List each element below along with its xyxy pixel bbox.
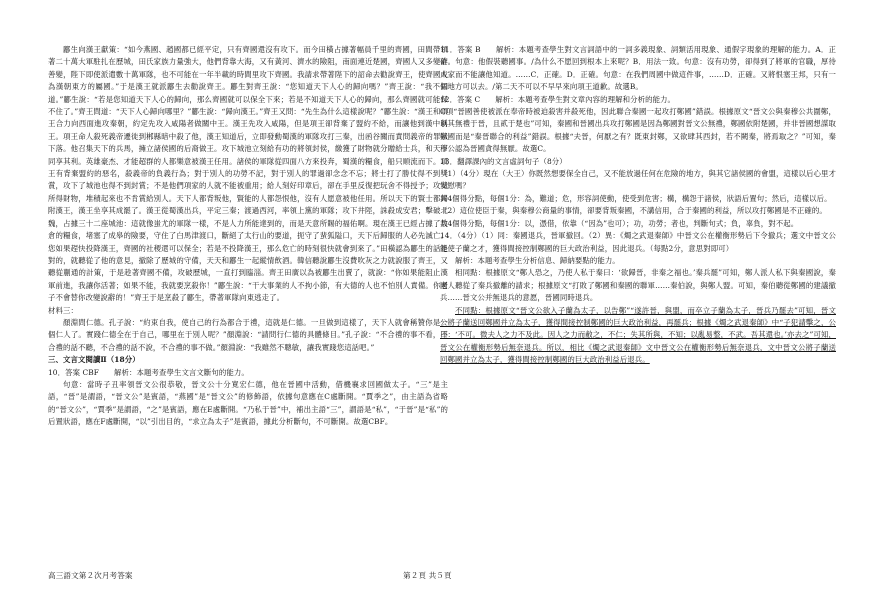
question-14-answer: 14．（4分）（1）同：秦國退兵，晉軍撤回。（2）異：《燭之武退秦師》中晉文公在權衡形勢后下令撤兵；選文中晉文公能使子蘭之才，獲得間接控制鄭國的巨大政治利益，因此退兵。（每點2分，意思對即可）: [440, 231, 836, 253]
translation-paragraph: 酈生向漢王獻策：“如今燕國、趙國都已經平定，只有齊國還沒有攻下。而今田橫占據著幅員千里的齊國，田間帶領著二十萬大軍駐扎在歷城，田氏家族力量強大，他們背靠大海，又有黃河、濟水的險阻，南面連近楚國，齊國人又多變詐善變，陛下即使派遣數十萬軍隊，也不可能在一年半載的時間里攻下齊國。我請求帶著陛下的詔命去勸說齊王，使齊國成為漢朝東方的屬國。”于是漢王就派酈生去勸說齊王。酈生對齊王說：“您知道天下人心的歸向嗎？”齊王說：“我不知道。”酈生說：“若是您知道天下人心的歸向，那么齊國就可以保全下來；若是不知道天下人心的歸向，那么齊國就可能保不住了。”齊王問道：“天下人心歸向哪里？”酈生說：“歸向漢王。”齊王又問：“先生為什么這樣說呢？”酈生說：“漢王和項王合力向西面進攻秦朝，約定先攻入咸陽者做關中王。漢王先攻入咸陽，但是項王卻背棄了盟約不給，而讓他到漢中稱王。項王命人殺死義帝遷徙到郴縣暗中殺了他，漢王知道后，立即發動蜀漢的軍隊攻打三秦，出函谷關而責問義帝的罪狀下落。他召集天下的兵馬，擁立諸侯國的后裔做王。攻下城池立刻給有功的將領封侯，繳獲了財物就分贈給士兵，和天下同享其利。英雄豪杰、才能超群的人都樂意被漢王任用。諸侯的軍隊從四面八方來投奔，蜀漢的糧食，船只順流而下。項王有背棄盟約的惡名，殺義帝的負義行為；對于別人的功勞不記，對于別人的罪過卻念念不忘；將士打了勝仗得不到獎賞，攻下了城池也得不到封賞；不是他們項家的人就不能被重用；給人刻好印章后，卻在手里反復把玩舍不得授予；攻城所得財物，堆積起來也不肯賞給別人。天下人都背叛他，賢能的人都怨恨他，沒有人愿意被他任用。所以天下的賢士都歸附漢王，漢王坐享其成罷了。漢王從蜀漢出兵，平定三秦；渡過西河，率領上黨的軍隊；攻下井陘，誅殺成安君；擊破北魏，占據三十二座城池：這就像蚩尤的軍隊一樣，不是人力所能達到的，而是天意所賜的福佑啊。現在漢王已經占據了敖倉的糧食，堵塞了成皋的險要，守住了白馬津渡口，斷絕了太行山的要道，扼守了蜚狐隘口，天下后歸服的人必先滅亡。您如果趕快投降漢王，齊國的社稷還可以保全；若是不投降漢王，那么危亡的時刻很快就會到來了。”田橫認為酈生的話是對的，就聽從了他的意見，撤除了歷城的守備，天天和酈生一起縱情飲酒。韓信聽說酈生沒費吹灰之力就說服了齊王，又聽從蒯通的計策，于是趁著齊國不備，攻破歷城，一直打到臨淄。齊王田廣以為被酈生出賣了，就說：“你如果能阻止漢軍前進，我讓你活著；如果不能，我就要烹殺你！”酈生說：“干大事業的人不拘小節，有大德的人也不怕別人責備。你老子不會替你改變說辭的！”齊王于是烹殺了酈生，帶著軍隊向東逃走了。: [48, 45, 448, 303]
question-10-answer: 10．答案 CBF 解析：本題考查學生文言文斷句的能力。: [48, 367, 249, 377]
question-12-answer: 12．答案 C 解析：本題考查學生對文章內容的理解和分析的能力。: [440, 94, 676, 104]
question-13-part-1: （1）（4分）現在（大王）你既然想要保全自己，又不能放過任何在危險的地方，與其它諸侯國的會盟，這樣以后心里才安慰嗎？: [440, 169, 836, 191]
question-14-analysis: 解析：本題考查學生分析信息、歸納要點的能力。: [455, 255, 620, 265]
question-11-answer: 11．答案 B 解析：本題考查學生對文言詞語中的一詞多義現象、詞類活用現象、通假字現象的理解的能力。A．正確。句意：他假裝聽國事。/為什么不愿回到根本上來呢？B．用法一致。句意：沒有功勞，卻得到了將軍的官職，厚待人家而不能讓他知道。……C．正確。D．正確。句意：在我們周國中做這件事，……D．正確。又將恨塞王邦，只有一個地方可以去。/第二天不可以不早早來向項王道歉。故選B。: [440, 45, 836, 92]
left-column: [48, 44, 448, 566]
question-14-different-point: 不同點：根據原文“晉文公欲入子蘭為太子，以告鄭”“遂許晉，與盟，而卒立子蘭為太子，晉兵乃罷去”可知，晉文公將子蘭送回鄭國并立為太子，獲得間接控制鄭國的巨大政治利益，再罷兵；根據《燭之武退秦師》中“子犯請擊之，公曰：‘不可。微夫人之力不及此。因人之力而敝之，不仁；失其所與，不知；以亂易整，不武。吾其還也。’亦去之”可知，晉文公在權衡形勢后無奈退兵。所以，相比《燭之武退秦師》文中晉文公在權衡形勢后無奈退兵，文中晉文公將子蘭送回鄭國并立為太子，獲得間接控制鄭國的巨大政治利益后退兵。: [440, 305, 836, 365]
question-13-part-2-scoring: 共4個得分點，每個1分：以，憑借，依靠（“因為”也可）；功，功勞；者也，判斷句式；負，辜負，對不起。: [440, 218, 799, 228]
question-10-analysis: 句意：當時子丑率領晉文公很恭敬，晉文公十分寬宏仁德，他在晉國中活動，借機襄求回國做太子。“三”是主語，“晉”是謂語，“晉文公”是賓語，“燕國”是“晉文公”的修飾語，依據句意應在C處斷開。“賈季之”，由主語為省略的“晉文公”，“賈季”是謂語，“之”是賓語，應在E處斷開。“乃私于晉”中，補出主語“三”，謂語是“私”，“于晉”是“私”的后置狀語，應在F處斷開，“以”引出目的，“求立為太子”是賓語，據此分析斷句，不可斷開。故選CBF。: [48, 379, 448, 427]
question-13-part-1-scoring: 共4個得分點，每個1分：為，難道；危，形容詞使動，使受到危害；構，構怨于諸侯，狀語后置句；然后，這樣以后。: [440, 193, 832, 203]
question-14-same-point: 相同點：根據原文“鄭人恐之，乃使人私于秦曰：‘欲歸晉，非秦之福也。’秦兵罷”可知，鄭人派人私下與秦國說，秦國人聽從了秦兵撤離的請求；根據原文“打敗了鄭國和秦國的聯軍……秦伯說，與鄭人盟。可知，秦伯聽從鄭國的建議撤兵……晉文公并無退兵的意愿，晉國同時退兵。: [440, 268, 836, 303]
material-three-text: 顏淵問仁德。孔子說：“約束自我，使自己的行為都合于禮，這就是仁德。一旦做到這樣了，天下人就會稱贊你是一個仁人了。實踐仁德全在于自己，哪里在于別人呢？”顏淵說：“請問行仁德的具體條目。”孔子說：“不合禮的事不看，不合禮的話不聽，不合禮的話不說，不合禮的事不做。”顏淵說：“我雖然不聰敏，讓我實踐您這話吧。”: [48, 317, 448, 352]
section-three-heading: 三、文言文閱讀Ⅱ（18分）: [48, 355, 140, 365]
right-column: [440, 44, 836, 566]
question-13-part-2: （2）這位使臣于秦，與秦穆公商量的事情，卻要背叛秦國，不講信用，合于秦國的利益，所以攻打鄭國是不正確的。: [440, 206, 827, 216]
question-13-title: 13．翻譯課內的文言虛詞句子（8分）: [440, 156, 567, 166]
question-12-analysis: C項“晉國善使被派在奉帝時被迫殺害并殺死他，因此聯合秦國一起攻打鄭國”錯誤。根據原文“晉文公與秦穆公共圍鄭，以其無禮于晉，且貳于楚也”可知，秦國和晉國出兵攻打鄭國是因為鄭國對晉文公無禮，鄭國依附楚國，并非晉國想謀取鄭國而是“秦晉聯合的利益”錯誤。根據“夫晉，何厭之有？既東封鄭，又欲肆其西封，若不闕秦，將焉取之？”可知，秦穆公認為晉國貪得無厭。故選C。: [440, 107, 836, 154]
footer-title: 高三語文第２次月考答案: [48, 571, 133, 580]
page-number: 第２頁 共５頁: [403, 571, 452, 580]
material-three-title: 材料三：: [48, 305, 78, 315]
